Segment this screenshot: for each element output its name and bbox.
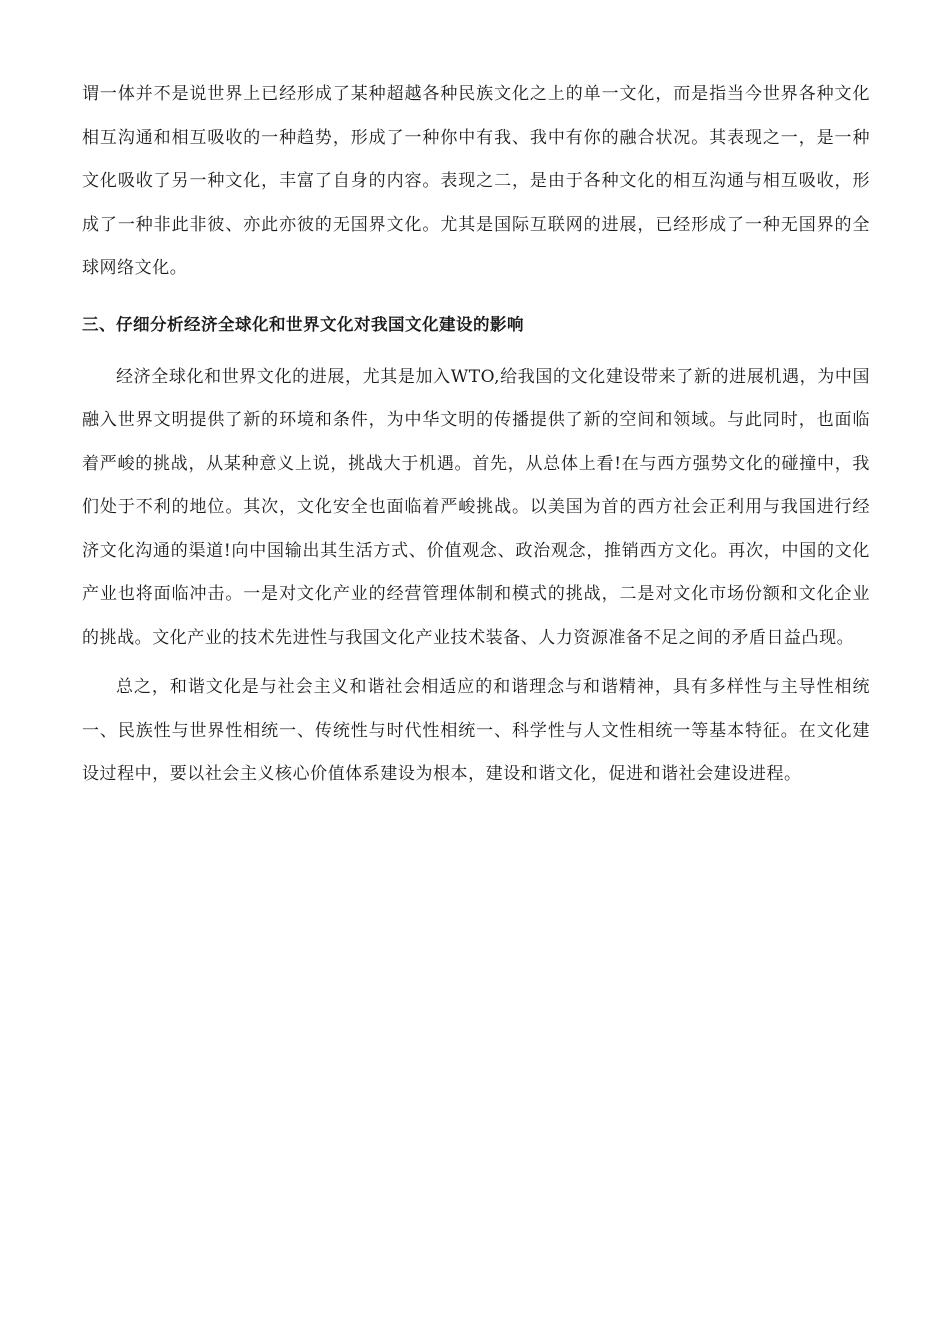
paragraph-continuation: 谓一体并不是说世界上已经形成了某种超越各种民族文化之上的单一文化，而是指当今世界各种文化相互沟通和相互吸收的一种趋势，形成了一种你中有我、我中有你的融合状况。其表现之一，是一种文化吸收了另一种文化，丰富了自身的内容。表现之二，是由于各种文化的相互沟通与相互吸收，形成了一种非此非彼、亦此亦彼的无国界文化。尤其是国际互联网的进展，已经形成了一种无国界的全球网络文化。 <box>82 84 870 278</box>
paragraph-conclusion: 总之，和谐文化是与社会主义和谐社会相适应的和谐理念与和谐精神，具有多样性与主导性相统一、民族性与世界性相统一、传统性与时代性相统一、科学性与人文性相统一等基本特征。在文化建设过程中，要以社会主义核心价值体系建设为根本，建设和谐文化，促进和谐社会建设进程。 <box>82 677 870 784</box>
section-heading: 三、仔细分析经济全球化和世界文化对我国文化建设的影响 <box>82 314 524 334</box>
paragraph-globalization-impact: 经济全球化和世界文化的进展，尤其是加入WTO,给我国的文化建设带来了新的进展机遇，为中国融入世界文明提供了新的环境和条件，为中华文明的传播提供了新的空间和领域。与此同时，也面临着严峻的挑战，从某种意义上说，挑战大于机遇。首先，从总体上看!在与西方强势文化的碰撞中，我们处于不利的地位。其次，文化安全也面临着严峻挑战。以美国为首的西方社会正利用与我国进行经济文化沟通的渠道!向中国输出其生活方式、价值观念、政治观念，推销西方文化。再次，中国的文化产业也将面临冲击。一是对文化产业的经营管理体制和模式的挑战，二是对文化市场份额和文化企业的挑战。文化产业的技术先进性与我国文化产业技术装备、人力资源准备不足之间的矛盾日益凸现。 <box>82 366 870 648</box>
document-page <box>82 73 870 797</box>
